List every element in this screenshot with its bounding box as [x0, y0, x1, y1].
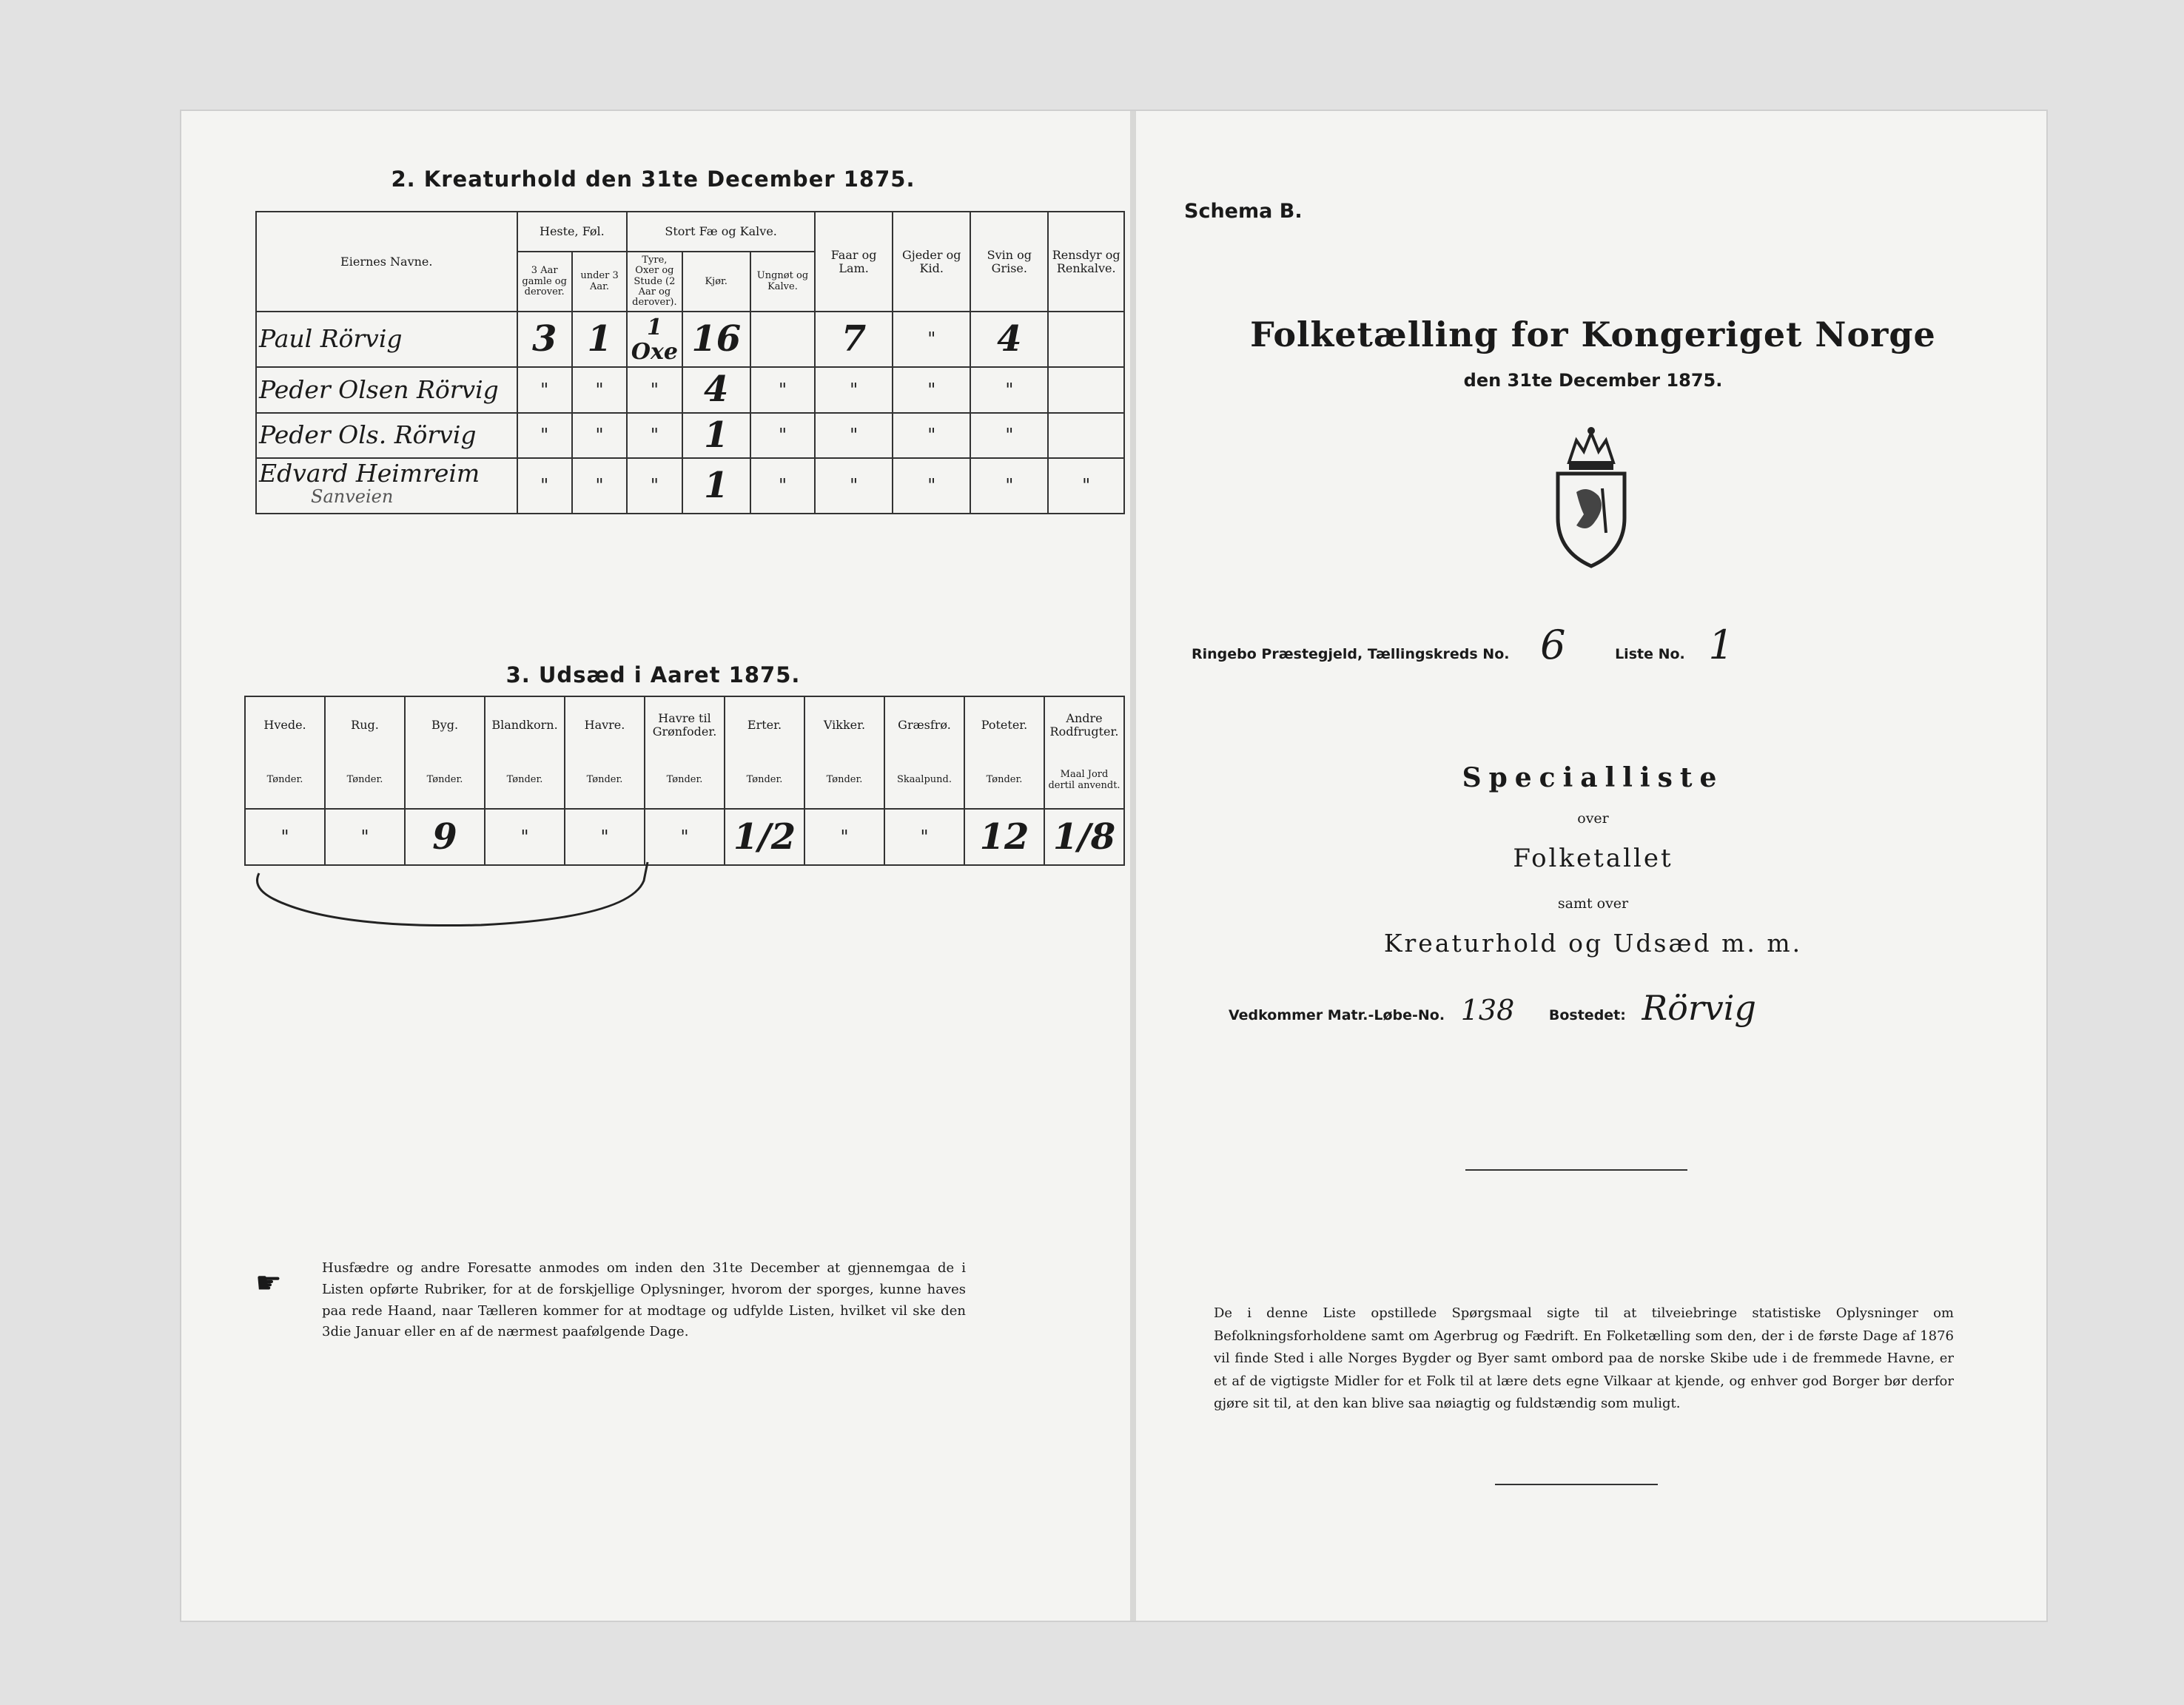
seed-unit-row — [245, 753, 1124, 809]
cell-tyre: 1 Oxe — [627, 312, 682, 367]
owner-name: Paul Rörvig — [256, 312, 517, 367]
owner-name-text: Edvard Heimreim — [259, 458, 480, 488]
divider — [1465, 1169, 1687, 1171]
seed-value-cell: 9 — [405, 809, 485, 865]
cell-heste-under: " — [572, 367, 627, 412]
cell-kjor: 4 — [682, 367, 750, 412]
instructions-notice — [255, 1258, 966, 1343]
cell-heste-3aar: 3 — [517, 312, 572, 367]
specialliste-heading: Specialliste — [1462, 762, 1724, 793]
parish-label: Ringebo Præstegjeld, Tællingskreds No. — [1192, 646, 1510, 662]
cell-ungnot: " — [750, 413, 815, 458]
seed-value-cell: 1/8 — [1044, 809, 1124, 865]
kreds-number: 6 — [1540, 622, 1566, 668]
norway-coat-of-arms-icon — [1536, 422, 1647, 570]
right-page — [1140, 111, 2046, 1621]
table-row — [256, 312, 1124, 367]
cell-rensdyr: " — [1048, 458, 1124, 514]
table-row — [256, 367, 1124, 412]
seed-col-unit: Tønder. — [245, 753, 325, 809]
explanation-text: De i denne Liste opstillede Spørgsmaal sigte til at tilveiebringe statistiske Oplysninger om Befolkningsforholdene samt om Agerbrug og Fædrift. En Folketælling som den, der i de første Dage af 1876 vil finde Sted i alle Norges Bygder og Byer samt ombord paa de norske Skibe ude i de fremmede Havne, er et af de vigtigste Midler for et Folk til at lære dets egne Vilkaar at kjende, og enhver god Borger bør derfor gjøre sit til, at den kan blive saa nøiagtig og fuldstændig som muligt. — [1214, 1305, 1954, 1412]
seed-col-unit: Tønder. — [804, 753, 884, 809]
seed-value-cell: " — [325, 809, 405, 865]
gjeder-header: Gjeder og Kid. — [893, 212, 970, 312]
seed-value-cell: " — [884, 809, 964, 865]
cell-kjor: 1 — [682, 458, 750, 514]
cell-tyre: " — [627, 458, 682, 514]
schema-label: Schema B. — [1184, 200, 1303, 223]
cell-rensdyr — [1048, 312, 1124, 367]
seed-table — [244, 696, 1125, 866]
parish-line — [1192, 622, 1734, 668]
page-fold — [1130, 111, 1136, 1621]
kjor-header: Kjør. — [682, 252, 750, 312]
seed-col-unit: Tønder. — [405, 753, 485, 809]
cell-faar: " — [815, 458, 893, 514]
seed-value-cell: 12 — [964, 809, 1044, 865]
notice-text: Husfædre og andre Foresatte anmodes om inden den 31te December at gjennemgaa de i Listen opførte Rubriker, for at de forskjellige Oplysninger, hvorom der sporges, kunne haves paa rede Haand, naar Tælleren kommer for at modtage og udfylde Listen, hvilket vil ske den 3die Januar eller en af de nærmest paafølgende Dage. — [322, 1260, 966, 1340]
owner-name — [256, 458, 517, 514]
liste-number: 1 — [1708, 622, 1734, 668]
seed-col-header: Græsfrø. — [884, 696, 964, 753]
table-row — [256, 458, 1124, 514]
seed-col-header: Vikker. — [804, 696, 884, 753]
matr-number: 138 — [1460, 994, 1515, 1026]
cell-gjeder: " — [893, 367, 970, 412]
cell-heste-3aar: " — [517, 413, 572, 458]
seed-header-row — [245, 696, 1124, 753]
samt-over-text: samt over — [1557, 895, 1629, 912]
heste-under-header: under 3 Aar. — [572, 252, 627, 312]
owner-name-note: Sanveien — [311, 486, 394, 508]
cell-svin: 4 — [970, 312, 1048, 367]
cell-ungnot: " — [750, 367, 815, 412]
owner-name: Peder Ols. Rörvig — [256, 413, 517, 458]
cell-tyre: " — [627, 413, 682, 458]
seed-value-cell: 1/2 — [725, 809, 804, 865]
title-date: den 31te December 1875. — [1463, 370, 1723, 391]
seed-col-unit: Tønder. — [485, 753, 565, 809]
seed-col-unit: Tønder. — [325, 753, 405, 809]
cell-gjeder: " — [893, 458, 970, 514]
seed-col-header: Byg. — [405, 696, 485, 753]
seed-col-unit: Skaalpund. — [884, 753, 964, 809]
folketallet-heading: Folketallet — [1513, 844, 1673, 873]
seed-value-cell: " — [245, 809, 325, 865]
scribble-line — [244, 858, 659, 947]
matr-line — [1229, 988, 1756, 1028]
seed-value-cell: " — [485, 809, 565, 865]
cell-svin: " — [970, 367, 1048, 412]
seed-col-unit: Tønder. — [565, 753, 645, 809]
seed-col-header: Erter. — [725, 696, 804, 753]
cell-ungnot — [750, 312, 815, 367]
heste-header: Heste, Føl. — [517, 212, 628, 252]
cell-heste-under: " — [572, 413, 627, 458]
cell-rensdyr — [1048, 413, 1124, 458]
rensdyr-header: Rensdyr og Renkalve. — [1048, 212, 1124, 312]
ungnot-header: Ungnøt og Kalve. — [750, 252, 815, 312]
cell-tyre: " — [627, 367, 682, 412]
table-row — [256, 413, 1124, 458]
bosted-value: Rörvig — [1642, 988, 1756, 1028]
bottom-divider — [1495, 1484, 1658, 1485]
faar-header: Faar og Lam. — [815, 212, 893, 312]
seed-col-header: Rug. — [325, 696, 405, 753]
seed-value-cell: " — [804, 809, 884, 865]
seed-value-cell: " — [565, 809, 645, 865]
seed-col-header: Poteter. — [964, 696, 1044, 753]
bosted-label: Bostedet: — [1548, 1007, 1626, 1023]
owner-name: Peder Olsen Rörvig — [256, 367, 517, 412]
matr-label: Vedkommer Matr.-Løbe-No. — [1229, 1007, 1445, 1023]
cell-svin: " — [970, 458, 1048, 514]
seed-col-header: Andre Rodfrugter. — [1044, 696, 1124, 753]
main-title: Folketælling for Kongeriget Norge — [1250, 315, 1936, 354]
seed-col-unit: Maal Jord dertil anvendt. — [1044, 753, 1124, 809]
seed-value-row — [245, 809, 1124, 865]
svin-header: Svin og Grise. — [970, 212, 1048, 312]
seed-col-unit: Tønder. — [725, 753, 804, 809]
fae-header: Stort Fæ og Kalve. — [627, 212, 815, 252]
seed-col-header: Havre til Grønfoder. — [645, 696, 725, 753]
cell-faar: 7 — [815, 312, 893, 367]
cell-heste-3aar: " — [517, 458, 572, 514]
heste-3aar-header: 3 Aar gamle og derover. — [517, 252, 572, 312]
liste-label: Liste No. — [1615, 646, 1685, 662]
cell-heste-under: 1 — [572, 312, 627, 367]
section2-title: 2. Kreaturhold den 31te December 1875. — [391, 167, 915, 192]
cell-heste-3aar: " — [517, 367, 572, 412]
cell-kjor: 16 — [682, 312, 750, 367]
cell-kjor: 1 — [682, 413, 750, 458]
cell-heste-under: " — [572, 458, 627, 514]
cell-svin: " — [970, 413, 1048, 458]
cell-gjeder: " — [893, 312, 970, 367]
cell-faar: " — [815, 367, 893, 412]
left-page — [181, 111, 1125, 1621]
owner-header: Eiernes Navne. — [256, 212, 517, 312]
over-text: over — [1577, 810, 1609, 827]
seed-col-unit: Tønder. — [964, 753, 1044, 809]
cell-faar: " — [815, 413, 893, 458]
pointing-hand-icon: ☛ — [255, 1266, 282, 1300]
seed-col-header: Hvede. — [245, 696, 325, 753]
tyre-header: Tyre, Oxer og Stude (2 Aar og derover). — [627, 252, 682, 312]
kreaturhold-heading: Kreaturhold og Udsæd m. m. — [1383, 929, 1803, 958]
seed-col-header: Havre. — [565, 696, 645, 753]
cell-rensdyr — [1048, 367, 1124, 412]
livestock-table — [255, 211, 1125, 514]
cell-ungnot: " — [750, 458, 815, 514]
seed-col-unit: Tønder. — [645, 753, 725, 809]
seed-value-cell: " — [645, 809, 725, 865]
cell-gjeder: " — [893, 413, 970, 458]
section3-title: 3. Udsæd i Aaret 1875. — [505, 662, 801, 687]
census-sheet — [181, 111, 2046, 1621]
seed-col-header: Blandkorn. — [485, 696, 565, 753]
